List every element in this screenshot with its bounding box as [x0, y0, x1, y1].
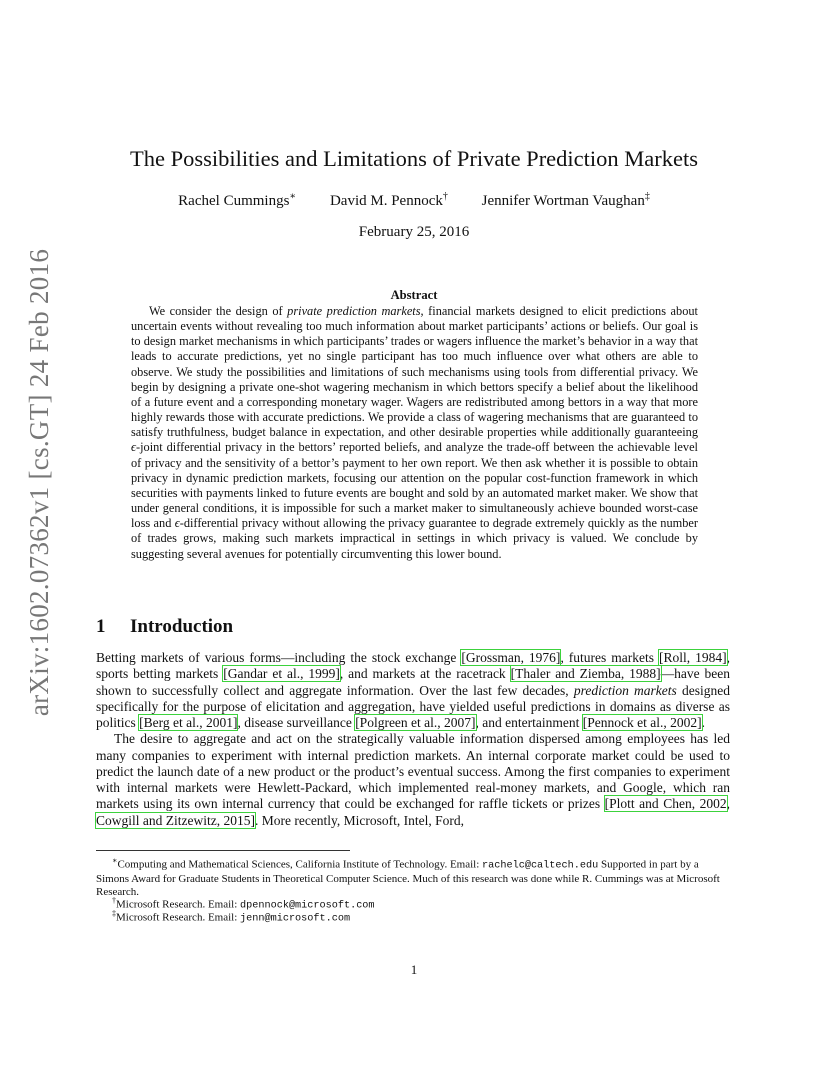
abstract-body: We consider the design of private prediction markets, financial markets designed to elicit predictions about uncertain events without revealing too much information about market participants’ actions or beliefs. Our goal is to design market mechanisms in which participants’ trades or wagers influence the market’s behavior in a way that leads to accurate predictions, yet no single participant has too much influence over what others are able to observe. We study the possibilities and limitations of such mechanisms using tools from differential privacy. We begin by designing a private one-shot wagering mechanism in which bettors specify a belief about the likelihood of a future event and a corresponding monetary wager. Wagers are redistributed among bettors in a way that more highly rewards those with accurate predictions. We provide a class of wagering mechanisms that are guaranteed to satisfy truthfulness, budget balance in expectation, and other desirable properties while additionally guaranteeing ϵ-joint differential privacy in the bettors’ reported beliefs, and analyze the trade-off between the achievable level of privacy and the sensitivity of a bettor’s payment to her own report. We then ask whether it is possible to obtain privacy in dynamic prediction markets, focusing our attention on the popular cost-function framework in which securities with payments linked to future events are bought and sold by an automated market maker. We show that under general conditions, it is impossible for such a market maker to simultaneously achieve bounded worst-case loss and ϵ-differential privacy without allowing the privacy guarantee to degrade extremely quickly as the number of trades grows, making such markets impractical in settings in which privacy is valued. We conclude by suggesting several avenues for potentially circumventing this lower bound. [131, 304, 699, 561]
footnote-rule [96, 850, 350, 851]
citation-link[interactable]: [Polgreen et al., 2007] [355, 715, 476, 730]
author-list [0, 191, 828, 210]
citation-link[interactable]: [Pennock et al., 2002] [582, 715, 702, 730]
section-heading [96, 616, 233, 638]
citation-link[interactable]: Cowgill and Zitzewitz, 2015] [96, 812, 255, 828]
citation-link[interactable]: [Roll, 1984] [659, 650, 727, 665]
footnote-mark: ‡ [644, 191, 650, 202]
paper-title: The Possibilities and Limitations of Private Prediction Markets [129, 146, 699, 171]
citation-link[interactable]: [Gandar et al., 1999] [223, 666, 340, 682]
paragraph: Betting markets of various forms—including the stock exchange [Grossman, 1976], futures markets [Roll, 1984], sports betting markets [Gandar et al., 1999], and markets at the racetrack [Thaler and Ziemba, 1988]—have been shown to successfully collect and aggregate information. Over the last few decades, prediction markets designed specifically for the purpose of elicitation and aggregation, have yielded useful predictions in domains as diverse as politics [Berg et al., 2001], disease surveillance [Polgreen et al., 2007], and entertainment [Pennock et al., 2002]. [96, 650, 731, 730]
author: Jennifer Wortman Vaughan‡ [481, 191, 650, 209]
introduction-body [96, 650, 730, 829]
citation-link[interactable]: [Thaler and Ziemba, 1988] [510, 666, 661, 682]
citation-link[interactable]: [Berg et al., 2001] [139, 715, 238, 730]
arxiv-stamp-text: arXiv:1602.07362v1 [cs.GT] 24 Feb 2016 [24, 248, 55, 716]
paragraph: The desire to aggregate and act on the strategically valuable information dispersed among employees has led many companies to experiment with internal prediction markets. An internal corporate market could be used to predict the launch date of a new product or the product’s eventual success. Among the first companies to experiment with internal markets were Hewlett-Packard, which implemented real-money markets, and Google, which ran markets using its own internal currency that could be exchanged for raffle tickets or prizes [Plott and Chen, 2002, Cowgill and Zitzewitz, 2015]. More recently, Microsoft, Intel, Ford, [96, 731, 730, 828]
author: Rachel Cummings∗ [178, 191, 297, 209]
emphasis: private prediction markets, [287, 304, 424, 318]
paper-date: February 25, 2016 [358, 224, 470, 240]
author: David M. Pennock† [329, 191, 448, 209]
footnote: ‡Microsoft Research. Email: jenn@microsoft.com [112, 909, 351, 925]
abstract-heading: Abstract [390, 288, 438, 302]
email-link[interactable]: jenn@microsoft.com [240, 913, 351, 925]
footnote: †Microsoft Research. Email: dpennock@microsoft.com [112, 896, 375, 912]
footnote: ∗Computing and Mathematical Sciences, California Institute of Technology. Email: rachelc@caltech.edu Supported in part by a Simons Award for Graduate Students in Theoretical Computer Science. Much of this research was done while R. Cummings was at Microsoft Research. [96, 856, 720, 899]
page-number: 1 [410, 962, 418, 977]
citation-link[interactable]: [Plott and Chen, 2002 [604, 796, 727, 812]
email-link[interactable]: rachelc@caltech.edu [482, 860, 599, 872]
section-number: 1 [96, 616, 106, 637]
footnote-mark: ∗ [289, 191, 297, 202]
email-link[interactable]: dpennock@microsoft.com [240, 900, 375, 912]
footnote-mark: † [442, 191, 448, 202]
arxiv-stamp [20, 248, 60, 716]
emphasis: prediction markets [573, 682, 677, 698]
citation-link[interactable]: [Grossman, 1976] [461, 650, 561, 665]
section-title: Introduction [130, 616, 234, 637]
